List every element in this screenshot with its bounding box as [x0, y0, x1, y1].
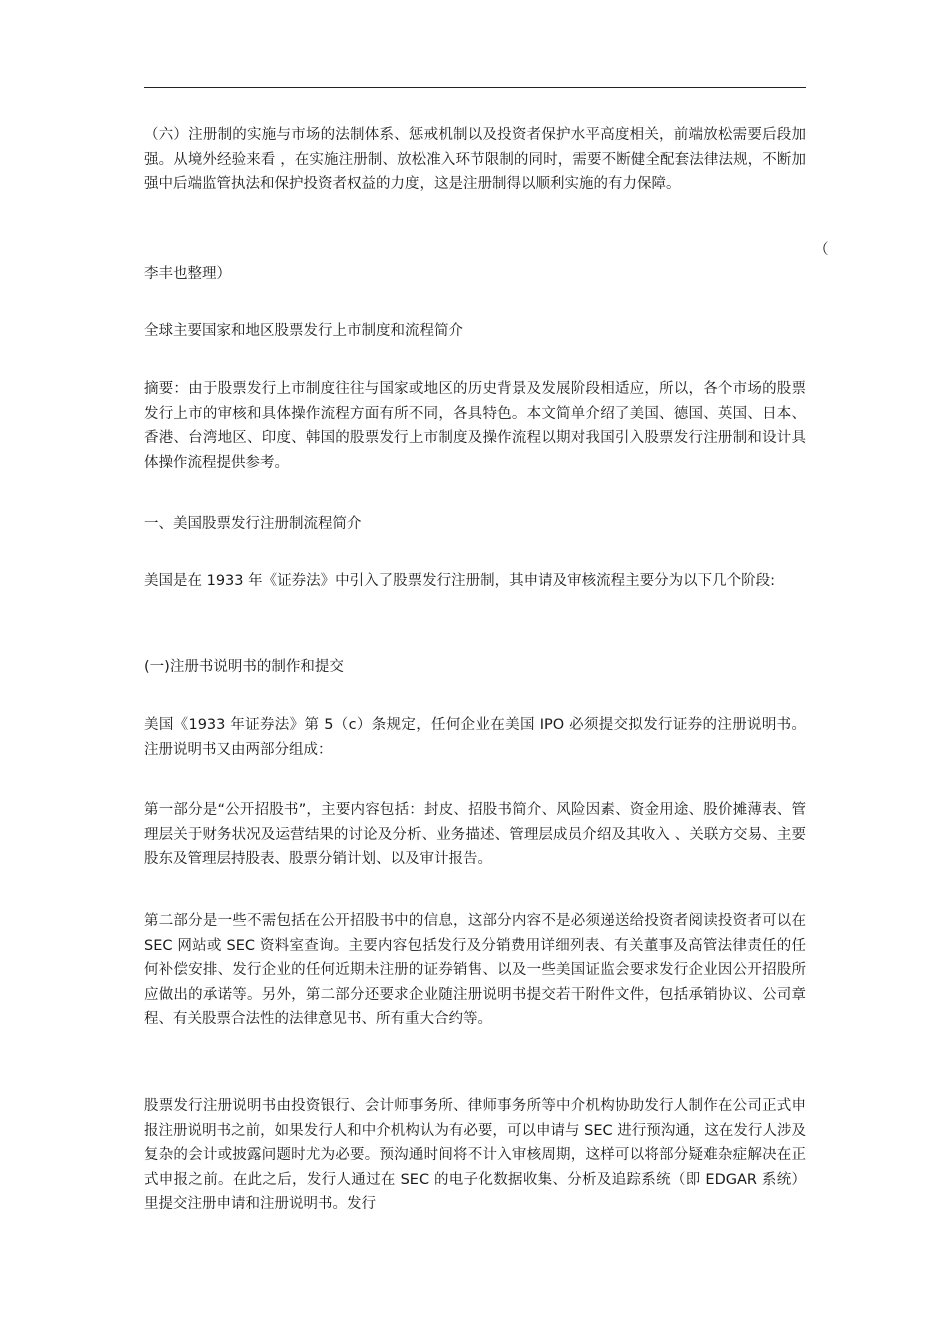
- paragraph-part-two: 第二部分是一些不需包括在公开招股书中的信息，这部分内容不是必须递送给投资者阅读投资者可以在 SEC 网站或 SEC 资料室查询。主要内容包括发行及分销费用详细列表、有关董事及高管法律责任的任何补偿安排、发行企业的任何近期未注册的证券销售、以及一些美国证监会要求发行企业因公开招股所应做出的承诺等。另外，第二部分还要求企业随注册说明书提交若干附件文件，包括承销协议、公司章程、有关股票合法性的法律意见书、所有重大合约等。: [144, 913, 806, 1027]
- paragraph-registration-implementation: （六）注册制的实施与市场的法制体系、惩戒机制以及投资者保护水平高度相关，前端放松需要后段加强。从境外经验来看 ，在实施注册制、放松准入环节限制的同时，需要不断健全配套法律法规，不断加强中后端监管执法和保护投资者权益的力度，这是注册制得以顺利实施的有力保障。: [144, 127, 806, 192]
- section-heading-us: 一、美国股票发行注册制流程简介: [144, 516, 362, 532]
- article-title: 全球主要国家和地区股票发行上市制度和流程简介: [144, 323, 463, 339]
- paragraph-filing-process: 股票发行注册说明书由投资银行、会计师事务所、律师事务所等中介机构协助发行人制作在公司正式申报注册说明书之前，如果发行人和中介机构认为有必要，可以申请与 SEC 进行预沟通，这在发行人涉及复杂的会计或披露问题时尤为必要。预沟通时间将不计入审核周期，这样可以将部分疑难杂症解决在正式申报之前。在此之后，发行人通过在 SEC 的电子化数据收集、分析及追踪系统（即 EDGAR 系统）里提交注册申请和注册说明书。发行: [144, 1098, 806, 1212]
- paragraph-compiler: 李丰也整理）: [144, 266, 231, 282]
- paragraph-us-intro: 美国是在 1933 年《证券法》中引入了股票发行注册制，其申请及审核流程主要分为以下几个阶段:: [144, 573, 776, 589]
- paragraph-securities-act: 美国《1933 年证券法》第 5（c）条规定，任何企业在美国 IPO 必须提交拟发行证券的注册说明书。注册说明书又由两部分组成：: [144, 717, 806, 758]
- margin-bracket: （: [814, 242, 829, 258]
- subsection-heading-prospectus: (一)注册书说明书的制作和提交: [144, 659, 344, 675]
- paragraph-abstract: 摘要：由于股票发行上市制度往往与国家或地区的历史背景及发展阶段相适应，所以，各个市场的股票发行上市的审核和具体操作流程方面有所不同，各具特色。本文简单介绍了美国、德国、英国、日本、香港、台湾地区、印度、韩国的股票发行上市制度及操作流程以期对我国引入股票发行注册制和设计具体操作流程提供参考。: [144, 381, 806, 471]
- header-rule: [144, 87, 806, 88]
- paragraph-part-one: 第一部分是“公开招股书”，主要内容包括：封皮、招股书简介、风险因素、资金用途、股价摊薄表、管理层关于财务状况及运营结果的讨论及分析、业务描述、管理层成员介绍及其收入 、关联方交易、主要股东及管理层持股表、股票分销计划、以及审计报告。: [144, 802, 806, 867]
